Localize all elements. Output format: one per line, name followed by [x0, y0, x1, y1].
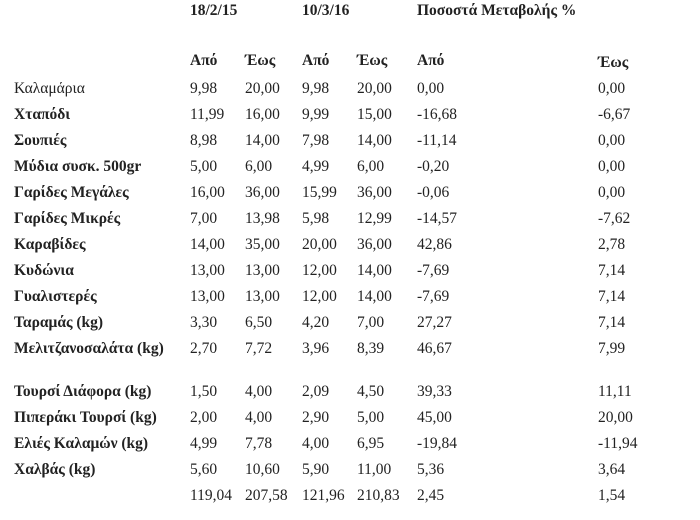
- change-from: 45,00: [417, 409, 452, 426]
- price-to-2: 14,00: [357, 288, 392, 305]
- price-to-2: 14,00: [357, 132, 392, 149]
- price-to-1: 36,00: [245, 184, 280, 201]
- price-to-1: 14,00: [245, 132, 280, 149]
- price-from-1: 16,00: [190, 184, 225, 201]
- price-from-2: 4,00: [302, 435, 330, 452]
- price-from-1: 14,00: [190, 236, 225, 253]
- price-to-1: 6,00: [245, 158, 273, 175]
- price-from-1: 11,99: [190, 106, 225, 123]
- table-row: [14, 184, 638, 210]
- price-to-1: 4,00: [245, 409, 273, 426]
- change-to: 7,14: [598, 262, 626, 279]
- price-to-1: 13,98: [245, 210, 280, 227]
- price-to-2: 6,00: [357, 158, 385, 175]
- price-to-2: 4,50: [357, 383, 385, 400]
- table-row: [14, 314, 638, 340]
- change-to: -6,67: [598, 106, 631, 123]
- table-row: [14, 461, 638, 487]
- price-to-1: 7,78: [245, 435, 273, 452]
- change-to: 7,14: [598, 288, 626, 305]
- price-to-2: 5,00: [357, 409, 385, 426]
- change-from: 5,36: [417, 461, 445, 478]
- price-from-2: 5,90: [302, 461, 330, 478]
- header-period-1: 18/2/15: [190, 2, 238, 19]
- header-to-2: Έως: [357, 52, 388, 69]
- total-from-1: 119,04: [190, 487, 233, 504]
- header-period-2: 10/3/16: [302, 2, 350, 19]
- price-from-2: 5,98: [302, 210, 330, 227]
- product-name: Καλαμάρια: [14, 80, 85, 97]
- change-from: -0,20: [417, 158, 450, 175]
- product-name: Μύδια συσκ. 500gr: [14, 158, 142, 175]
- price-from-2: 9,98: [302, 80, 330, 97]
- product-name: Ταραμάς (kg): [14, 314, 104, 331]
- table-row: [14, 383, 638, 409]
- product-name: Σουπιές: [14, 132, 67, 149]
- price-to-1: 20,00: [245, 80, 280, 97]
- price-to-1: 13,00: [245, 262, 280, 279]
- price-from-1: 2,00: [190, 409, 218, 426]
- change-from: 42,86: [417, 236, 452, 253]
- price-to-1: 6,50: [245, 314, 273, 331]
- price-from-2: 15,99: [302, 184, 337, 201]
- table-row: [14, 409, 638, 435]
- price-to-1: 4,00: [245, 383, 273, 400]
- change-to: 0,00: [598, 132, 626, 149]
- totals-label-empty: [14, 487, 190, 513]
- price-from-1: 7,00: [190, 210, 218, 227]
- price-from-1: 4,99: [190, 435, 218, 452]
- price-from-2: 20,00: [302, 236, 337, 253]
- price-to-2: 15,00: [357, 106, 392, 123]
- change-from: -19,84: [417, 435, 458, 452]
- table-row: [14, 288, 638, 314]
- change-from: -7,69: [417, 262, 450, 279]
- price-from-2: 4,99: [302, 158, 330, 175]
- table-row: [14, 262, 638, 288]
- header-from-3: Από: [417, 52, 445, 69]
- product-name: Γυαλιστερές: [14, 288, 97, 305]
- price-to-2: 14,00: [357, 262, 392, 279]
- product-name: Καραβίδες: [14, 236, 86, 253]
- price-from-2: 4,20: [302, 314, 330, 331]
- change-from: -11,14: [417, 132, 457, 149]
- price-from-2: 3,96: [302, 340, 330, 357]
- change-from: 46,67: [417, 340, 452, 357]
- change-to: -7,62: [598, 210, 631, 227]
- price-from-2: 2,90: [302, 409, 330, 426]
- totals-row: [14, 487, 638, 513]
- change-to: -11,94: [598, 435, 638, 452]
- total-change-to: 1,54: [598, 487, 626, 504]
- product-name: Γαρίδες Μικρές: [14, 210, 121, 227]
- total-from-2: 121,96: [302, 487, 345, 504]
- change-to: 7,99: [598, 340, 626, 357]
- table-row: [14, 340, 638, 383]
- table-row: [14, 158, 638, 184]
- header-empty-cell: [14, 2, 190, 40]
- product-name: Χταπόδι: [14, 106, 71, 123]
- price-from-1: 5,00: [190, 158, 218, 175]
- price-from-1: 13,00: [190, 288, 225, 305]
- table-row: [14, 435, 638, 461]
- product-name: Κυδώνια: [14, 262, 74, 279]
- change-from: -7,69: [417, 288, 450, 305]
- price-from-1: 1,50: [190, 383, 218, 400]
- product-name: Γαρίδες Μεγάλες: [14, 184, 129, 201]
- change-to: 0,00: [598, 80, 626, 97]
- product-name: Ελιές Καλαμών (kg): [14, 435, 149, 452]
- header-from-2: Από: [302, 52, 330, 69]
- table-row: [14, 236, 638, 262]
- change-from: 39,33: [417, 383, 452, 400]
- price-from-2: 7,98: [302, 132, 330, 149]
- price-to-2: 12,99: [357, 210, 392, 227]
- table-row: [14, 80, 638, 106]
- change-from: -0,06: [417, 184, 450, 201]
- price-from-1: 9,98: [190, 80, 218, 97]
- price-from-2: 12,00: [302, 262, 337, 279]
- price-to-2: 8,39: [357, 340, 385, 357]
- change-to: 0,00: [598, 184, 626, 201]
- price-from-1: 2,70: [190, 340, 218, 357]
- price-to-1: 16,00: [245, 106, 280, 123]
- table-row: [14, 132, 638, 158]
- change-from: -14,57: [417, 210, 458, 227]
- header-from-1: Από: [190, 52, 218, 69]
- change-to: 0,00: [598, 158, 626, 175]
- price-to-1: 10,60: [245, 461, 280, 478]
- total-to-1: 207,58: [245, 487, 288, 504]
- price-to-1: 7,72: [245, 340, 273, 357]
- change-to: 2,78: [598, 236, 626, 253]
- change-to: 7,14: [598, 314, 626, 331]
- price-to-2: 36,00: [357, 236, 392, 253]
- header-to-3: Έως: [598, 54, 629, 71]
- header-change-percent: Ποσοστά Μεταβολής %: [417, 2, 577, 19]
- change-from: 0,00: [417, 80, 445, 97]
- table-row: [14, 106, 638, 132]
- price-to-1: 35,00: [245, 236, 280, 253]
- price-from-1: 5,60: [190, 461, 218, 478]
- price-from-2: 12,00: [302, 288, 337, 305]
- header-empty-cell: [14, 40, 190, 80]
- change-from: -16,68: [417, 106, 458, 123]
- price-from-1: 13,00: [190, 262, 225, 279]
- price-to-1: 13,00: [245, 288, 280, 305]
- product-name: Μελιτζανοσαλάτα (kg): [14, 340, 164, 357]
- total-to-2: 210,83: [357, 487, 400, 504]
- total-change-from: 2,45: [417, 487, 445, 504]
- price-to-2: 20,00: [357, 80, 392, 97]
- price-to-2: 11,00: [357, 461, 392, 478]
- price-from-1: 3,30: [190, 314, 218, 331]
- change-from: 27,27: [417, 314, 452, 331]
- change-to: 11,11: [598, 383, 632, 400]
- price-from-1: 8,98: [190, 132, 218, 149]
- price-to-2: 7,00: [357, 314, 385, 331]
- price-comparison-table: [14, 2, 638, 513]
- price-to-2: 6,95: [357, 435, 385, 452]
- header-to-1: Έως: [245, 52, 276, 69]
- table-row: [14, 210, 638, 236]
- product-name: Τουρσί Διάφορα (kg): [14, 383, 152, 400]
- change-to: 20,00: [598, 409, 633, 426]
- price-from-2: 2,09: [302, 383, 330, 400]
- header-row-periods: [14, 2, 638, 40]
- product-name: Χαλβάς (kg): [14, 461, 96, 478]
- change-to: 3,64: [598, 461, 626, 478]
- product-name: Πιπεράκι Τουρσί (kg): [14, 409, 157, 426]
- header-row-from-to: [14, 40, 638, 80]
- price-from-2: 9,99: [302, 106, 330, 123]
- price-to-2: 36,00: [357, 184, 392, 201]
